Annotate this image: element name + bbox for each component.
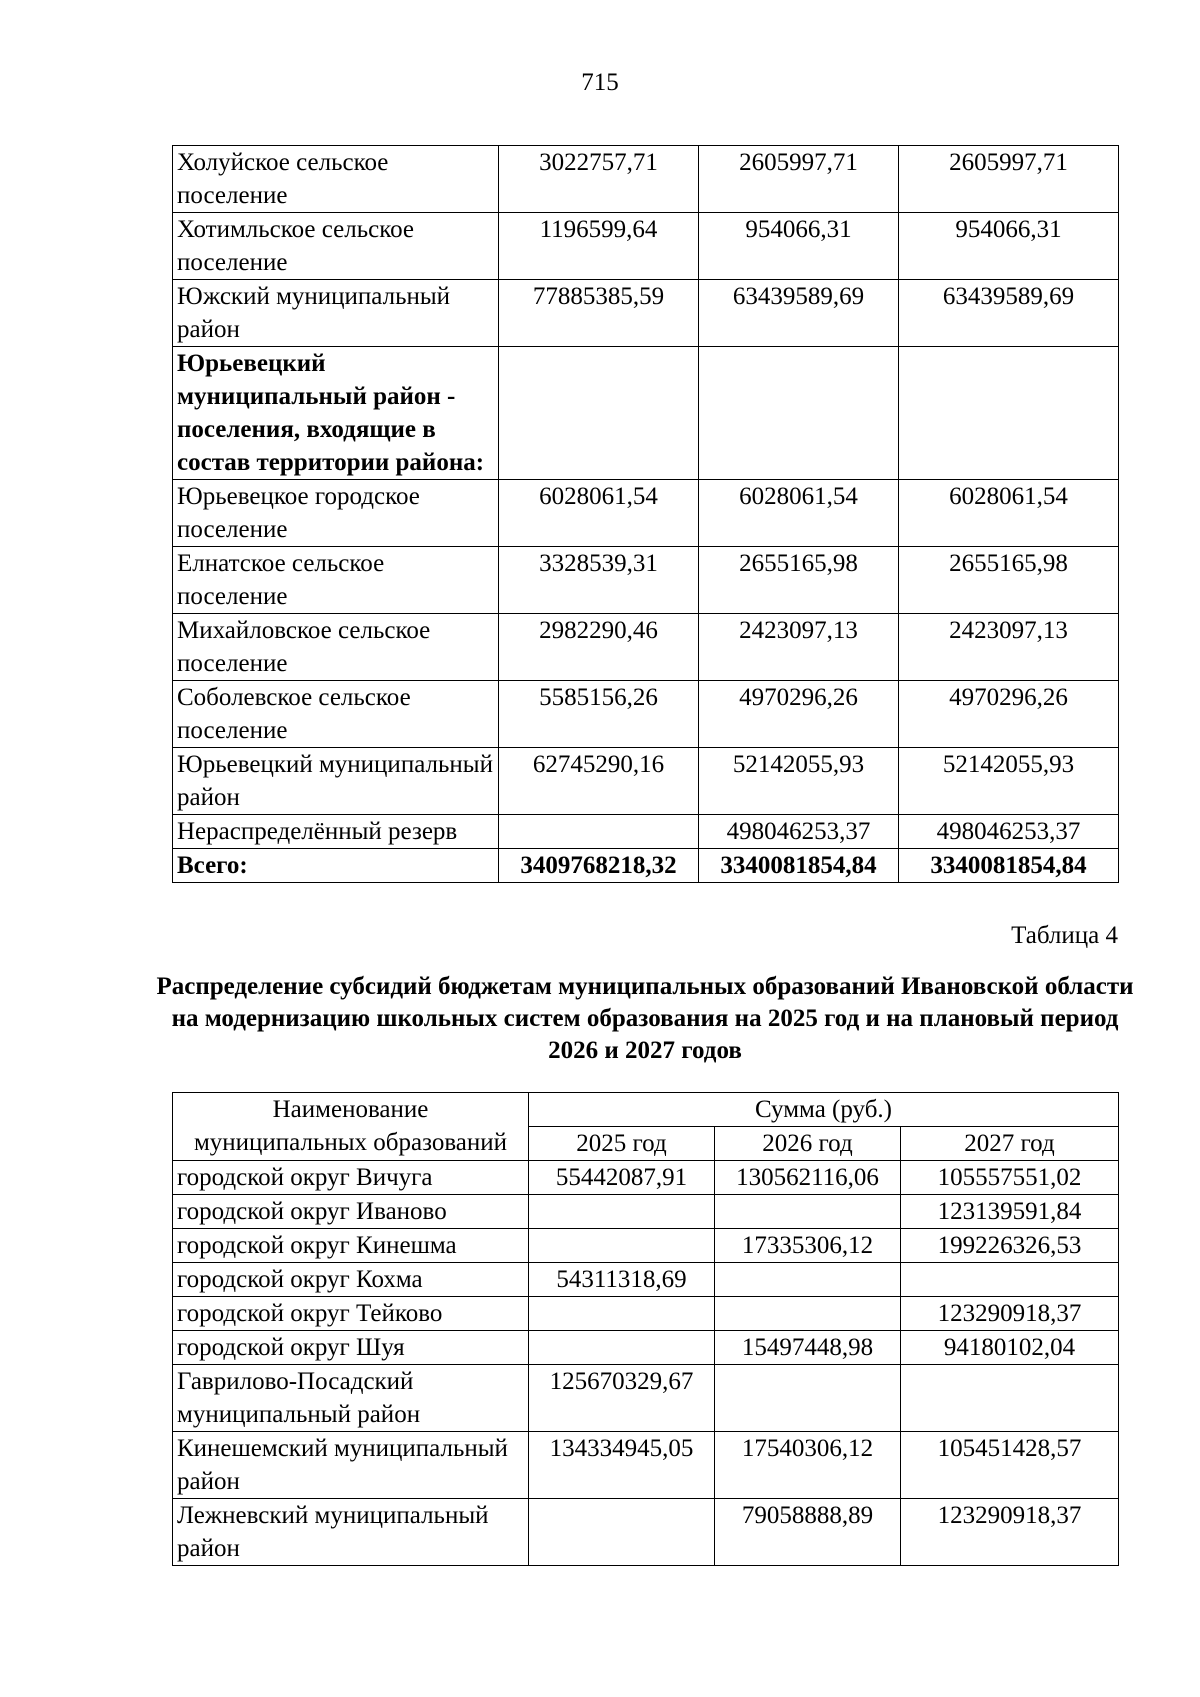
- row-name: Нераспределённый резерв: [173, 815, 499, 849]
- value-2026: 130562116,06: [715, 1161, 901, 1195]
- row-name: городской округ Кохма: [173, 1263, 529, 1297]
- value-2025: 77885385,59: [499, 280, 699, 347]
- header-sum: Сумма (руб.): [529, 1093, 1119, 1127]
- table-row: [173, 1263, 1119, 1297]
- value-2026: 498046253,37: [699, 815, 899, 849]
- table-row: [173, 146, 1119, 213]
- row-name: Михайловское сельское поселение: [173, 614, 499, 681]
- row-name: Холуйское сельское поселение: [173, 146, 499, 213]
- value-2025: [529, 1229, 715, 1263]
- value-2027: [901, 1263, 1119, 1297]
- total-2025: 3409768218,32: [499, 849, 699, 883]
- table-row: [173, 480, 1119, 547]
- header-name-line2: муниципальных образований: [193, 1129, 508, 1156]
- value-2026: 954066,31: [699, 213, 899, 280]
- value-2025: 125670329,67: [529, 1365, 715, 1432]
- header-name-cell: [173, 1093, 529, 1161]
- value-2026: [715, 1297, 901, 1331]
- value-2026: [715, 1365, 901, 1432]
- value-2027: 954066,31: [899, 213, 1119, 280]
- value-2025: 3328539,31: [499, 547, 699, 614]
- row-name: городской округ Кинешма: [173, 1229, 529, 1263]
- value-2026: 17540306,12: [715, 1432, 901, 1499]
- table-row: [173, 547, 1119, 614]
- row-name: Лежневский муниципальный район: [173, 1499, 529, 1566]
- row-name: Юрьевецкий муниципальный район: [173, 748, 499, 815]
- table-row: [173, 815, 1119, 849]
- value-2026: 6028061,54: [699, 480, 899, 547]
- value-2027: 94180102,04: [901, 1331, 1119, 1365]
- table-row: [173, 1229, 1119, 1263]
- value-2027: 52142055,93: [899, 748, 1119, 815]
- value-2027: 123290918,37: [901, 1297, 1119, 1331]
- value-2027: 123139591,84: [901, 1195, 1119, 1229]
- value-2025: 5585156,26: [499, 681, 699, 748]
- value-2026: 63439589,69: [699, 280, 899, 347]
- value-2026: [699, 347, 899, 480]
- value-2026: [715, 1263, 901, 1297]
- total-2026: 3340081854,84: [699, 849, 899, 883]
- table-row: [173, 614, 1119, 681]
- value-2025: 1196599,64: [499, 213, 699, 280]
- table-row: [173, 347, 1119, 480]
- header-row: [173, 1093, 1119, 1127]
- table-row: [173, 681, 1119, 748]
- table-row: [173, 1365, 1119, 1432]
- value-2027: [899, 347, 1119, 480]
- page-number: 715: [581, 69, 619, 96]
- header-2025: 2025 год: [529, 1127, 715, 1161]
- row-name: Соболевское сельское поселение: [173, 681, 499, 748]
- value-2027: 2655165,98: [899, 547, 1119, 614]
- row-name: городской округ Вичуга: [173, 1161, 529, 1195]
- value-2026: [715, 1195, 901, 1229]
- value-2025: [529, 1195, 715, 1229]
- value-2027: 6028061,54: [899, 480, 1119, 547]
- modernization-subsidy-table: [172, 1092, 1119, 1566]
- total-row: [173, 849, 1119, 883]
- table-row: [173, 1161, 1119, 1195]
- table-body: [173, 1161, 1119, 1566]
- row-name: городской округ Шуя: [173, 1331, 529, 1365]
- value-2025: [529, 1297, 715, 1331]
- subsidy-table-continued: [172, 145, 1119, 883]
- value-2027: 199226326,53: [901, 1229, 1119, 1263]
- header-name-line1: Наименование: [272, 1096, 429, 1123]
- value-2027: 105557551,02: [901, 1161, 1119, 1195]
- value-2026: 52142055,93: [699, 748, 899, 815]
- table-row: [173, 1195, 1119, 1229]
- value-2025: 3022757,71: [499, 146, 699, 213]
- total-2027: 3340081854,84: [899, 849, 1119, 883]
- value-2025: 62745290,16: [499, 748, 699, 815]
- value-2025: [499, 815, 699, 849]
- table-row: [173, 280, 1119, 347]
- row-name: городской округ Тейково: [173, 1297, 529, 1331]
- value-2027: 63439589,69: [899, 280, 1119, 347]
- value-2026: 2605997,71: [699, 146, 899, 213]
- row-name: Юрьевецкое городское поселение: [173, 480, 499, 547]
- header-2026: 2026 год: [715, 1127, 901, 1161]
- value-2025: 2982290,46: [499, 614, 699, 681]
- value-2025: 134334945,05: [529, 1432, 715, 1499]
- row-name: Хотимльское сельское поселение: [173, 213, 499, 280]
- table-row: [173, 1432, 1119, 1499]
- value-2026: 2423097,13: [699, 614, 899, 681]
- value-2025: [529, 1499, 715, 1566]
- row-name: городской округ Иваново: [173, 1195, 529, 1229]
- row-name: Гаврилово-Посадский муниципальный район: [173, 1365, 529, 1432]
- value-2027: 498046253,37: [899, 815, 1119, 849]
- table-row: [173, 1331, 1119, 1365]
- value-2027: 105451428,57: [901, 1432, 1119, 1499]
- table-row: [173, 1499, 1119, 1566]
- table-row: [173, 748, 1119, 815]
- value-2027: 123290918,37: [901, 1499, 1119, 1566]
- total-label: Всего:: [173, 849, 499, 883]
- value-2025: [529, 1331, 715, 1365]
- table-body: [173, 146, 1119, 883]
- value-2027: 2605997,71: [899, 146, 1119, 213]
- value-2027: 4970296,26: [899, 681, 1119, 748]
- value-2026: 17335306,12: [715, 1229, 901, 1263]
- value-2026: 79058888,89: [715, 1499, 901, 1566]
- value-2026: 15497448,98: [715, 1331, 901, 1365]
- value-2025: 54311318,69: [529, 1263, 715, 1297]
- value-2026: 4970296,26: [699, 681, 899, 748]
- table-number-label: Таблица 4: [1011, 922, 1118, 949]
- table-row: [173, 1297, 1119, 1331]
- row-name: Юрьевецкий муниципальный район - поселения, входящие в состав территории района:: [173, 347, 499, 480]
- value-2027: 2423097,13: [899, 614, 1119, 681]
- row-name: Елнатское сельское поселение: [173, 547, 499, 614]
- value-2025: [499, 347, 699, 480]
- row-name: Южский муниципальный район: [173, 280, 499, 347]
- value-2025: 6028061,54: [499, 480, 699, 547]
- header-2027: 2027 год: [901, 1127, 1119, 1161]
- value-2026: 2655165,98: [699, 547, 899, 614]
- table-row: [173, 213, 1119, 280]
- value-2027: [901, 1365, 1119, 1432]
- row-name: Кинешемский муниципальный район: [173, 1432, 529, 1499]
- value-2025: 55442087,91: [529, 1161, 715, 1195]
- table-title: Распределение субсидий бюджетам муниципальных образований Ивановской области на модернизацию школьных систем образования на 2025 год и на плановый период 2026 и 2027 годов: [156, 973, 1134, 1064]
